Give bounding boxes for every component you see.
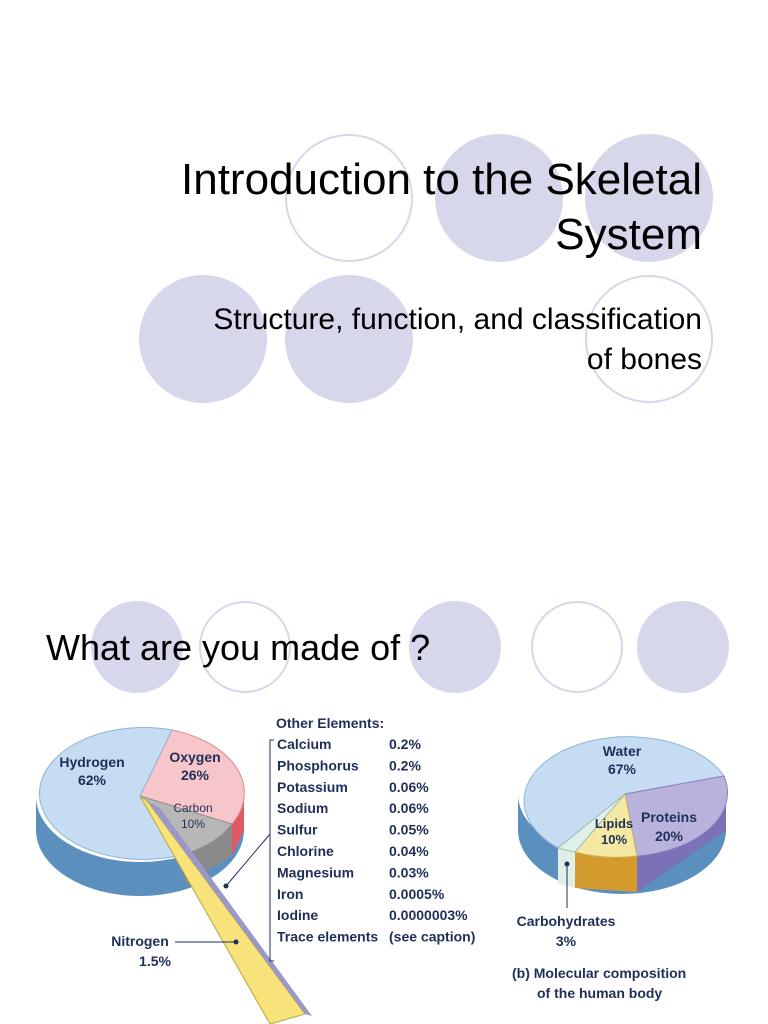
water-value: 67%: [607, 761, 637, 777]
element-pie: [36, 727, 312, 1024]
carbon-label: Carbon: [173, 801, 213, 815]
element-value: 0.06%: [389, 778, 429, 795]
carbon-value: 10%: [180, 817, 206, 831]
element-value: 0.05%: [389, 821, 429, 838]
element-value: 0.03%: [389, 864, 429, 881]
other-elements-rows: [277, 736, 475, 945]
slide-title-text: Introduction to the Skeletal System: [181, 155, 702, 259]
element-name: Phosphorus: [277, 757, 359, 774]
element-value: 0.04%: [389, 843, 429, 859]
water-label: Water: [602, 743, 642, 759]
element-value: 0.0000003%: [389, 907, 468, 924]
decor-circle: [531, 601, 623, 693]
other-elements-header: Other Elements:: [276, 715, 385, 731]
body-composition-figure: [0, 704, 768, 1024]
element-name: Chlorine: [277, 843, 334, 859]
other-elements-bracket: [270, 740, 274, 961]
lipids-value: 10%: [600, 832, 628, 847]
lipids-side: [575, 852, 637, 892]
element-name: Sulfur: [277, 821, 318, 838]
other-elements-list: [270, 715, 475, 961]
hydrogen-value: 62%: [77, 772, 107, 788]
figure-caption-line2: of the human body: [537, 985, 663, 1001]
oxygen-label: Oxygen: [169, 749, 221, 765]
carbohydrates-value: 3%: [555, 933, 577, 949]
element-value: 0.2%: [389, 736, 421, 752]
element-value: (see caption): [389, 928, 476, 945]
figure-caption-line1: (b) Molecular composition: [512, 965, 687, 981]
nitrogen-label: Nitrogen: [111, 933, 169, 949]
other-elements-leader-dot: [224, 884, 229, 889]
carbohydrates-label: Carbohydrates: [516, 913, 616, 929]
oxygen-value: 26%: [180, 767, 210, 783]
carbohydrates-leader-dot: [565, 862, 570, 867]
hydrogen-label: Hydrogen: [59, 754, 125, 770]
nitrogen-value: 1.5%: [139, 953, 171, 969]
slide2-title-text: What are you made of ?: [46, 627, 431, 668]
element-name: Iodine: [277, 907, 319, 924]
element-name: Trace elements: [277, 928, 379, 945]
body-composition-svg: [0, 704, 768, 1024]
element-name: Potassium: [277, 778, 348, 795]
element-name: Calcium: [277, 736, 332, 752]
element-name: Magnesium: [277, 864, 355, 881]
proteins-value: 20%: [654, 828, 684, 844]
proteins-label: Proteins: [640, 809, 698, 825]
decor-circle: [637, 601, 729, 693]
element-value: 0.2%: [389, 757, 421, 774]
slide-subtitle-text: Structure, function, and classification of bones: [213, 303, 702, 376]
slide-composition: [0, 576, 768, 1024]
nitrogen-leader-dot: [234, 940, 239, 945]
element-value: 0.06%: [389, 800, 429, 817]
lipids-label: Lipids: [594, 816, 634, 831]
element-name: Sodium: [277, 800, 329, 817]
molecule-pie: [512, 737, 728, 1001]
element-value: 0.0005%: [389, 885, 445, 902]
element-name: Iron: [277, 885, 304, 902]
